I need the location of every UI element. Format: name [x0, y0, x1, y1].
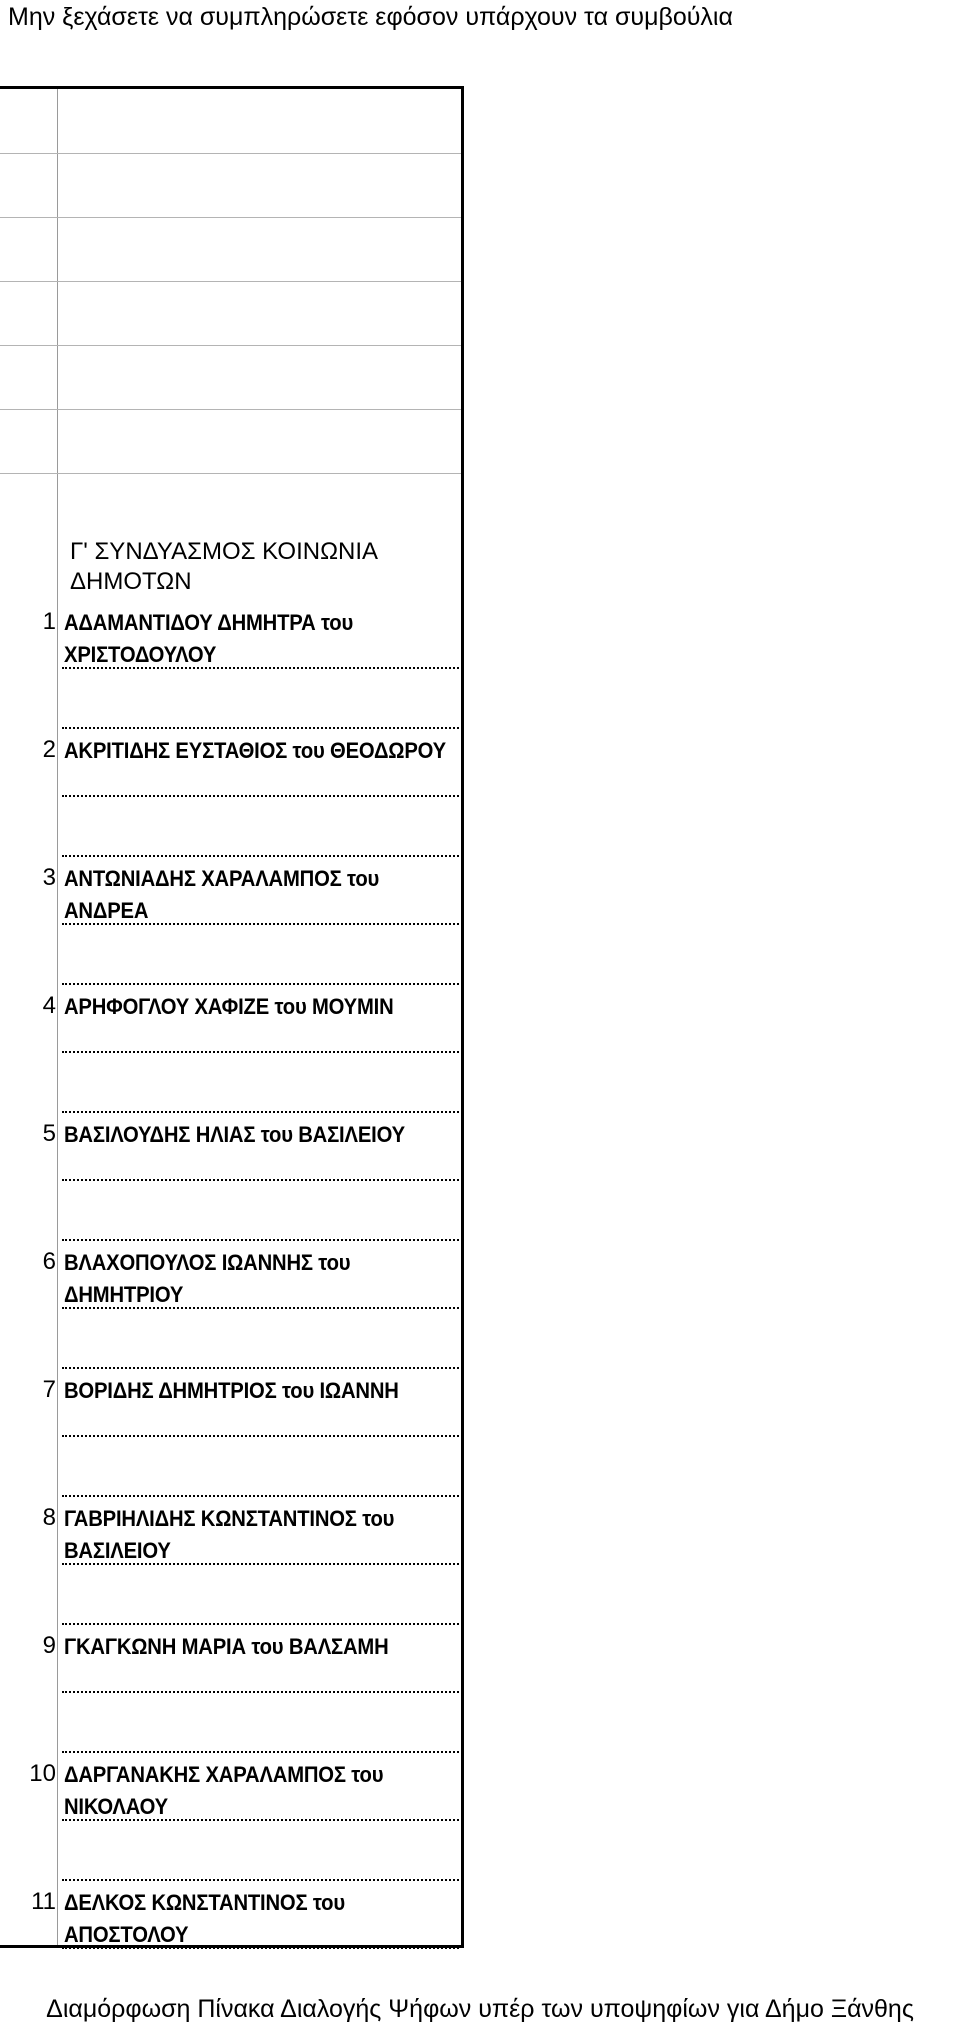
- empty-row: [0, 345, 461, 346]
- vote-tally-line[interactable]: [62, 1435, 459, 1437]
- candidate-name: ΑΔΑΜΑΝΤΙΔΟΥ ΔΗΜΗΤΡΑ του ΧΡΙΣΤΟΔΟΥΛΟΥ: [64, 610, 354, 667]
- candidate-row: [0, 599, 461, 727]
- empty-row: [0, 281, 461, 282]
- candidate-name: ΑΝΤΩΝΙΑΔΗΣ ΧΑΡΑΛΑΜΠΟΣ του ΑΝΔΡΕΑ: [64, 866, 380, 923]
- candidate-number: 6: [42, 1248, 56, 1275]
- row-separator: [62, 1623, 459, 1625]
- candidate-name: ΔΕΛΚΟΣ ΚΩΝΣΤΑΝΤΙΝΟΣ του ΑΠΟΣΤΟΛΟΥ: [64, 1890, 345, 1947]
- candidate-name: ΓΚΑΓΚΩΝΗ ΜΑΡΙΑ του ΒΑΛΣΑΜΗ: [64, 1634, 389, 1659]
- candidate-row: [0, 983, 461, 1111]
- empty-row: [0, 409, 461, 410]
- row-separator: [62, 1111, 459, 1113]
- section-title-line2: ΔΗΜΟΤΩΝ: [70, 568, 192, 595]
- ballot-sheet: [0, 86, 464, 1948]
- candidate-row: [0, 1367, 461, 1495]
- row-separator: [62, 1239, 459, 1241]
- row-separator: [62, 727, 459, 729]
- vote-tally-line[interactable]: [62, 795, 459, 797]
- vote-tally-line[interactable]: [62, 1947, 459, 1949]
- candidate-name: ΓΑΒΡΙΗΛΙΔΗΣ ΚΩΝΣΤΑΝΤΙΝΟΣ του ΒΑΣΙΛΕΙΟΥ: [64, 1506, 395, 1563]
- candidate-row: [0, 1495, 461, 1623]
- vote-tally-line[interactable]: [62, 1563, 459, 1565]
- candidate-row: [0, 1623, 461, 1751]
- candidate-number: 4: [42, 992, 56, 1019]
- candidate-number: 8: [42, 1504, 56, 1531]
- row-separator: [62, 983, 459, 985]
- vote-tally-line[interactable]: [62, 667, 459, 669]
- row-separator: [62, 855, 459, 857]
- candidate-name: ΒΑΣΙΛΟΥΔΗΣ ΗΛΙΑΣ του ΒΑΣΙΛΕΙΟΥ: [64, 1122, 405, 1147]
- empty-row: [0, 217, 461, 218]
- empty-row: [0, 153, 461, 154]
- row-separator: [62, 1751, 459, 1753]
- candidate-row: [0, 1879, 461, 2007]
- vote-tally-line[interactable]: [62, 1307, 459, 1309]
- candidate-number: 10: [29, 1760, 56, 1787]
- section-title-line1: Γ' ΣΥΝΔΥΑΣΜΟΣ ΚΟΙΝΩΝΙΑ: [70, 538, 379, 565]
- candidate-number: 9: [42, 1632, 56, 1659]
- vote-tally-line[interactable]: [62, 923, 459, 925]
- candidate-row: [0, 1111, 461, 1239]
- row-separator: [62, 1367, 459, 1369]
- candidate-number: 3: [42, 864, 56, 891]
- candidate-number: 2: [42, 736, 56, 763]
- section-title: [70, 537, 378, 567]
- candidate-name: ΒΟΡΙΔΗΣ ΔΗΜΗΤΡΙΟΣ του ΙΩΑΝΝΗ: [64, 1378, 399, 1403]
- footer-title: Διαμόρφωση Πίνακα Διαλογής Ψήφων υπέρ των υποψηφίων για Δήμο Ξάνθης: [46, 1995, 914, 2023]
- vote-tally-line[interactable]: [62, 1691, 459, 1693]
- candidate-row: [0, 1239, 461, 1367]
- top-note: Μην ξεχάσετε να συμπληρώσετε εφόσον υπάρχουν τα συμβούλια: [8, 3, 733, 31]
- empty-row: [0, 473, 461, 474]
- candidate-row: [0, 1751, 461, 1879]
- row-separator: [62, 1495, 459, 1497]
- vote-tally-line[interactable]: [62, 1051, 459, 1053]
- vote-tally-line[interactable]: [62, 1819, 459, 1821]
- section-title-line2-wrap: [70, 567, 192, 597]
- candidate-row: [0, 727, 461, 855]
- vote-tally-line[interactable]: [62, 1179, 459, 1181]
- candidate-number: 5: [42, 1120, 56, 1147]
- row-separator: [62, 1879, 459, 1881]
- candidate-name: ΑΡΗΦΟΓΛΟΥ ΧΑΦΙΖΕ του ΜΟΥΜΙΝ: [64, 994, 394, 1019]
- candidate-row: [0, 855, 461, 983]
- candidate-number: 11: [31, 1888, 56, 1915]
- candidate-number: 7: [42, 1376, 56, 1403]
- candidate-name: ΑΚΡΙΤΙΔΗΣ ΕΥΣΤΑΘΙΟΣ του ΘΕΟΔΩΡΟΥ: [64, 738, 446, 763]
- candidate-number: 1: [42, 608, 56, 635]
- candidate-name: ΔΑΡΓΑΝΑΚΗΣ ΧΑΡΑΛΑΜΠΟΣ του ΝΙΚΟΛΑΟΥ: [64, 1762, 384, 1819]
- candidate-name: ΒΛΑΧΟΠΟΥΛΟΣ ΙΩΑΝΝΗΣ του ΔΗΜΗΤΡΙΟΥ: [64, 1250, 351, 1307]
